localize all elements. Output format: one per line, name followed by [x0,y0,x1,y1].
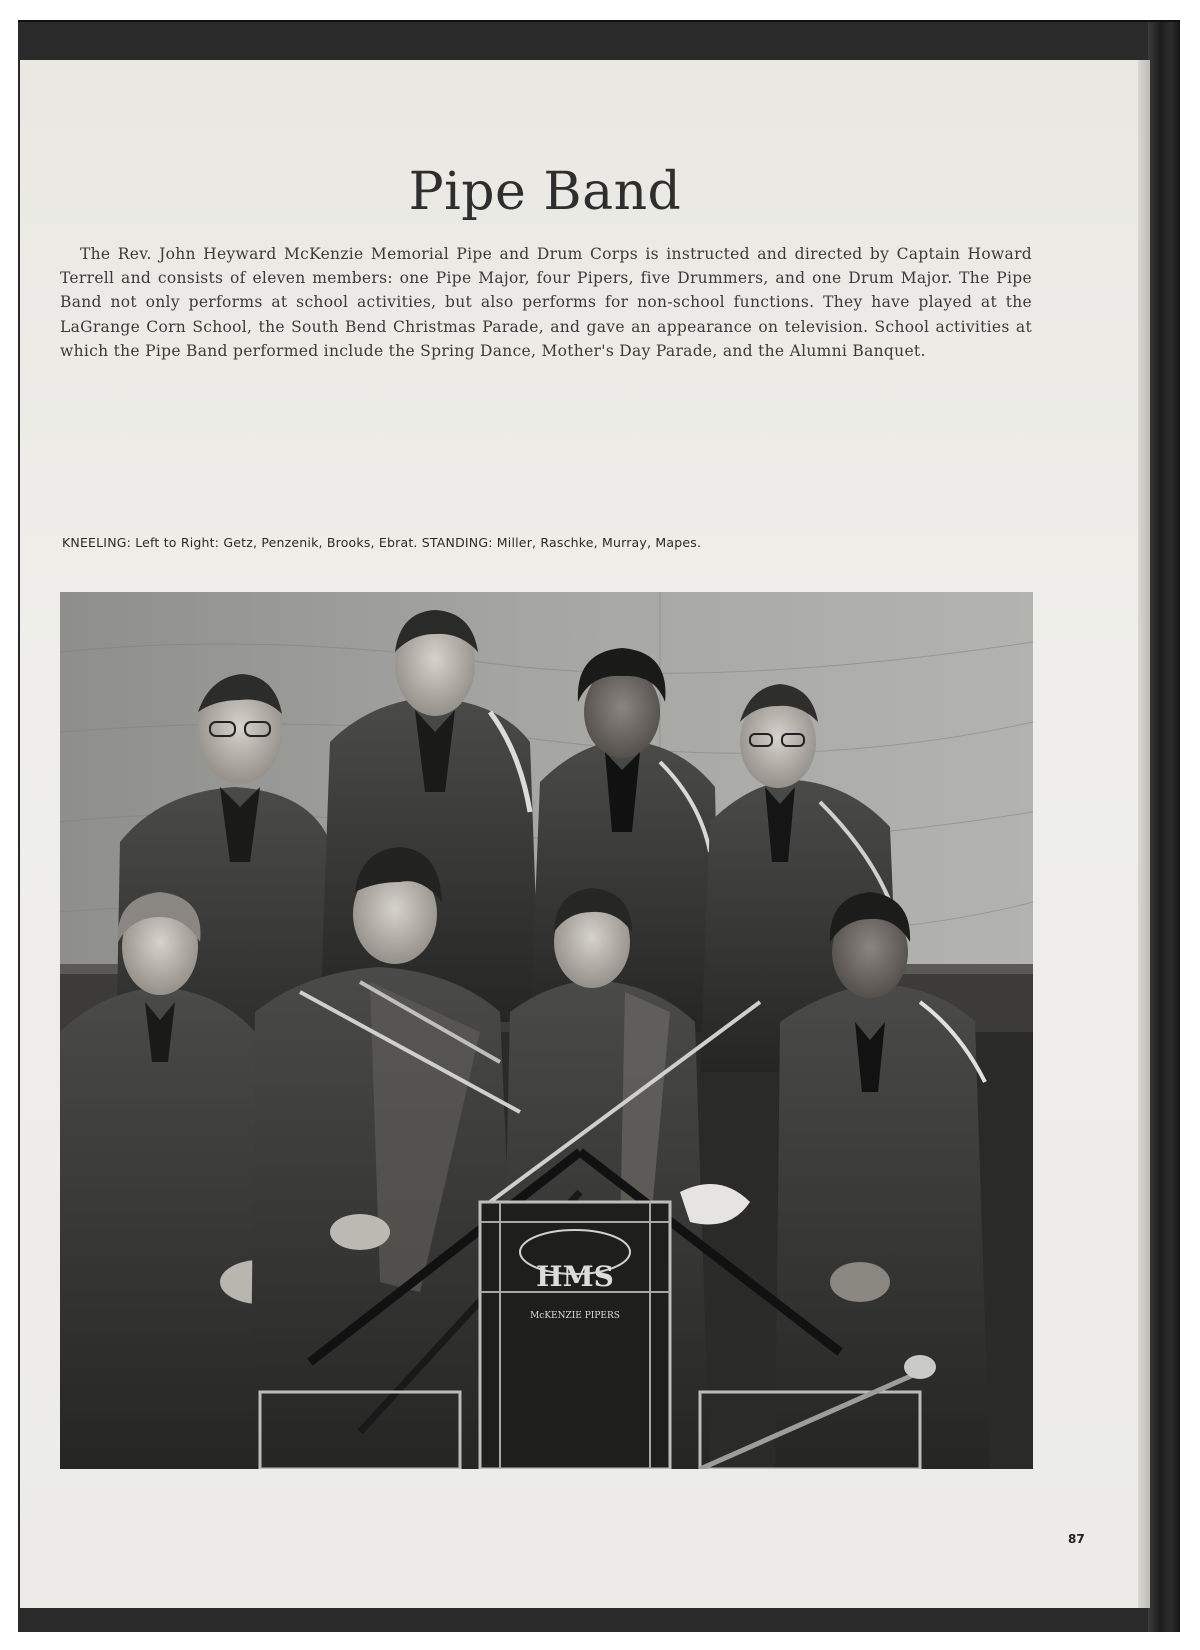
page-number: 87 [1068,1532,1085,1546]
group-photo [60,592,1033,1469]
photo-caption: KNEELING: Left to Right: Getz, Penzenik, Brooks, Ebrat. STANDING: Miller, Raschke, Murray, Mapes. [62,535,702,550]
body-paragraph: The Rev. John Heyward McKenzie Memorial Pipe and Drum Corps is instructed and directed by Captain Howard Terrell and consists of eleven members: one Pipe Major, four Pipers, five Drummers, and one Drum Major. The Pipe Band not only performs at school activities, but also performs for non-school functions. They have played at the LaGrange Corn School, the South Bend Christmas Parade, and gave an appearance on television. School activities at which the Pipe Band performed include the Spring Dance, Mother's Day Parade, and the Alumni Banquet. [60,245,1032,360]
svg-text:HMS: HMS [536,1260,614,1293]
snare-drum [480,1202,670,1469]
page-edge [1138,60,1150,1608]
svg-text:McKENZIE PIPERS: McKENZIE PIPERS [530,1311,620,1321]
page-title: Pipe Band [408,162,682,222]
book-binding [1148,22,1180,1632]
group-photo-illustration [60,592,1033,1469]
